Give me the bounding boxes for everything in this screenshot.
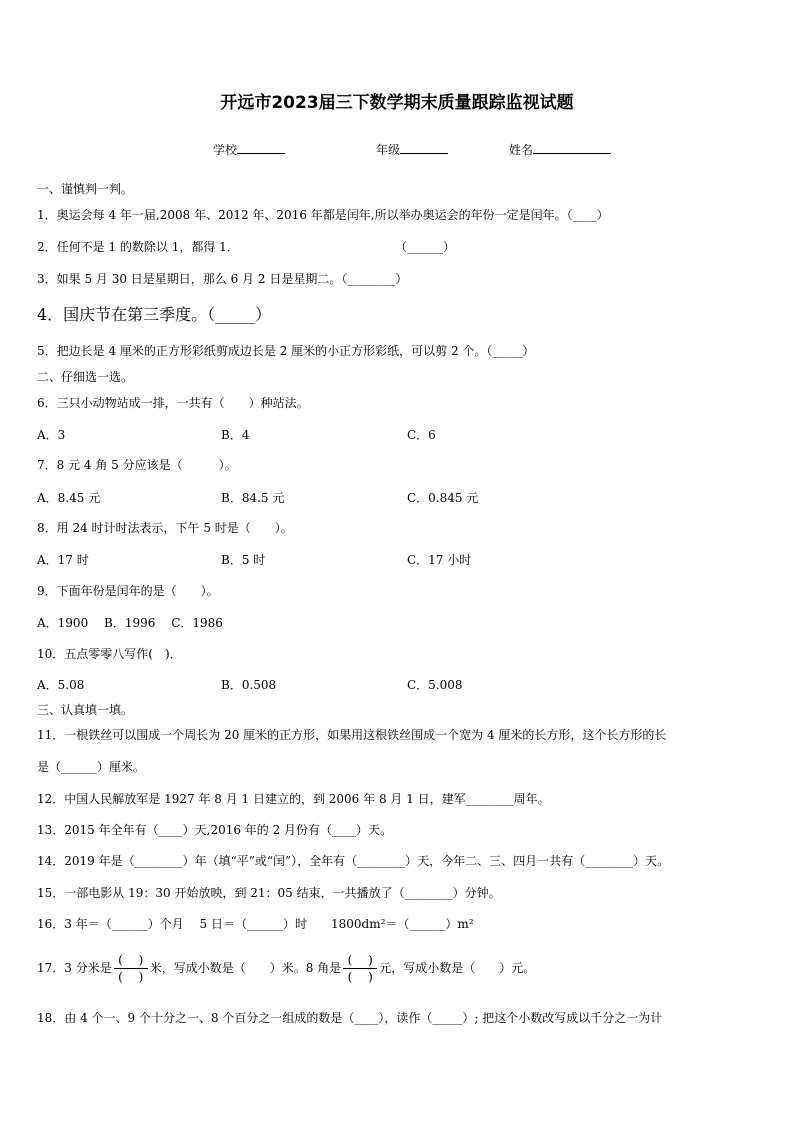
question-11-cont: 是（______）厘米。 (37, 760, 146, 774)
question-17-prefix: 17．3 分米是 (37, 961, 112, 975)
option-b[interactable]: B．5 时 (221, 553, 266, 567)
option-a[interactable]: A．8.45 元 (37, 491, 101, 505)
question-4: 4．国庆节在第三季度。（_____） (37, 305, 272, 324)
page-title: 开远市2023届三下数学期末质量跟踪监视试题 (220, 93, 574, 113)
fraction: $\frac{( )}{( )}$ (114, 952, 148, 985)
option-c[interactable]: C．6 (407, 428, 436, 442)
option-b[interactable]: B．84.5 元 (221, 491, 285, 505)
option-b[interactable]: B．0.508 (221, 678, 277, 692)
section-heading: 三、认真填一填。 (37, 703, 134, 717)
question-2-blank: （______） (395, 240, 456, 254)
question-16: 16．3 年＝（______）个月 5 日＝（______）时 1800dm²＝（______）m² (37, 917, 474, 931)
question-2: 2．任何不是 1 的数除以 1，都得 1． (37, 240, 239, 254)
question-8: 8．用 24 时计时法表示，下午 5 时是（ ）。 (37, 521, 293, 535)
school-field[interactable] (213, 140, 285, 158)
section-heading: 二、仔细选一选。 (37, 370, 134, 384)
name-label: 姓名 (509, 143, 534, 157)
question-14: 14．2019 年是（________）年（填“平”或“闰”），全年有（________）天，今年二、三、四月一共有（________）天。 (37, 854, 670, 868)
question-15: 15．一部电影从 19：30 开始放映，到 21：05 结束，一共播放了（________）分钟。 (37, 886, 501, 900)
option-a[interactable]: A．3 (37, 428, 66, 442)
question-13: 13．2015 年全年有（____）天,2016 年的 2 月份有（____）天。 (37, 823, 393, 837)
question-11: 11．一根铁丝可以围成一个周长为 20 厘米的正方形，如果用这根铁丝围成一个宽为 4 厘米的长方形，这个长方形的长 (37, 728, 667, 742)
fraction: $\frac{( )}{( )}$ (343, 952, 377, 985)
question-7: 7．8 元 4 角 5 分应该是（ ）。 (37, 458, 237, 472)
question-1: 1．奥运会每 4 年一届,2008 年、2012 年、2016 年都是闰年,所以举办奥运会的年份一定是闰年。（____） (37, 208, 609, 222)
question-9: 9．下面年份是闰年的是（ ）。 (37, 584, 219, 598)
grade-field[interactable] (376, 140, 448, 158)
option-b[interactable]: B．4 (221, 428, 250, 442)
question-12: 12．中国人民解放军是 1927 年 8 月 1 日建立的，到 2006 年 8 月 1 日，建军________周年。 (37, 792, 550, 806)
grade-label: 年级 (376, 143, 401, 157)
option-a[interactable]: A．5.08 (37, 678, 85, 692)
school-label: 学校 (213, 143, 238, 157)
question-6: 6．三只小动物站成一排，一共有（ ）种站法。 (37, 396, 309, 410)
option-c[interactable]: C．17 小时 (407, 553, 472, 567)
option-a[interactable]: A．17 时 (37, 553, 89, 567)
section-heading: 一、谨慎判一判。 (37, 182, 134, 196)
option-c[interactable]: C．0.845 元 (407, 491, 479, 505)
question-3: 3．如果 5 月 30 日是星期日，那么 6 月 2 日是星期二。（________） (37, 272, 408, 286)
question-17-suffix: 元，写成小数是（ ）元。 (379, 961, 536, 975)
question-10: 10．五点零零八写作( )． (37, 647, 182, 661)
question-9-options[interactable]: A．1900 B．1996 C．1986 (37, 616, 223, 630)
question-5: 5．把边长是 4 厘米的正方形彩纸剪成边长是 2 厘米的小正方形彩纸，可以剪 2 个。（_____） (37, 344, 535, 358)
name-field[interactable] (509, 140, 611, 158)
question-17 (37, 948, 535, 988)
question-18: 18．由 4 个一、9 个十分之一、8 个百分之一组成的数是（____），读作（_____）; 把这个小数改写成以千分之一为计 (37, 1011, 663, 1025)
option-c[interactable]: C．5.008 (407, 678, 463, 692)
question-17-mid: 米，写成小数是（ ）米。8 角是 (149, 961, 342, 975)
